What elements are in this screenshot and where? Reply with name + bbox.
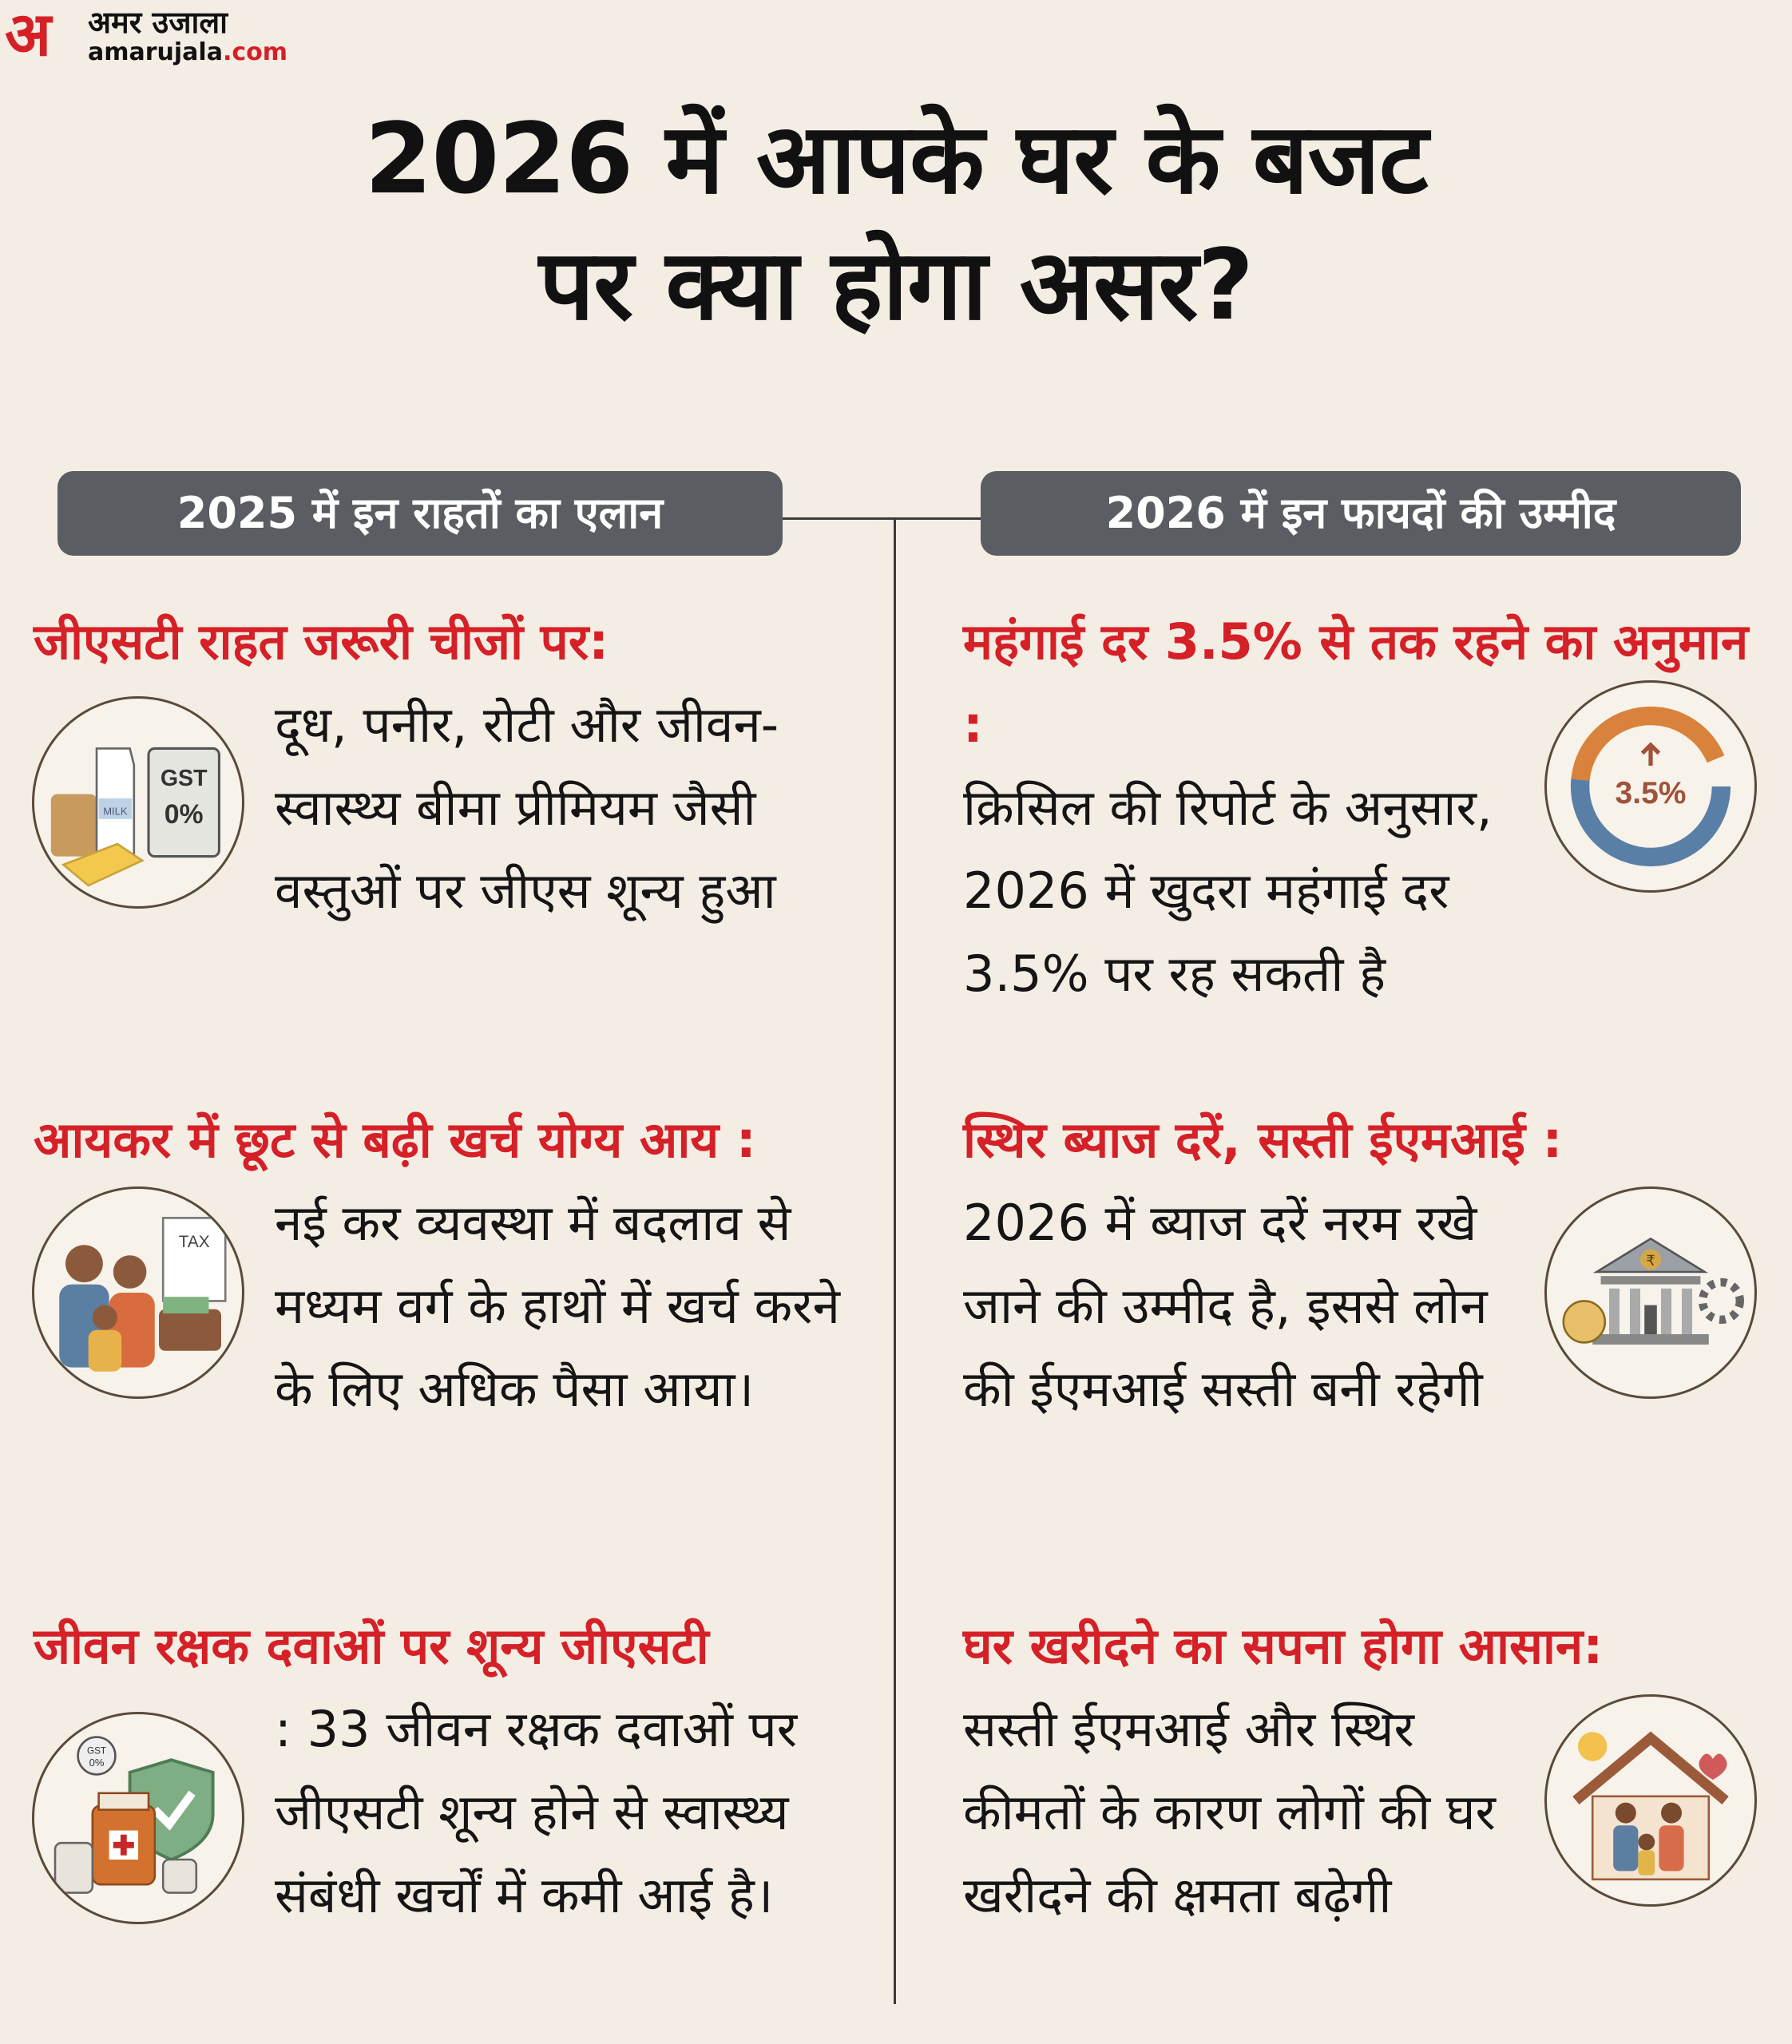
right-item-3-body: सस्ती ईएमआई और स्थिर कीमतों के कारण लोगों की घर खरीदने की क्षमता बढ़ेगी	[963, 1700, 1496, 1924]
right-item-2	[963, 1099, 1770, 1431]
svg-text:GST: GST	[86, 1745, 107, 1757]
svg-text:3.5%: 3.5%	[1615, 775, 1687, 810]
right-item-3-head: घर खरीदने का सपना होगा आसान:	[963, 1617, 1604, 1675]
left-item-1	[34, 600, 848, 933]
left-item-3	[34, 1605, 864, 1937]
logo-name: अमर उजाला	[88, 5, 228, 40]
svg-text:0%: 0%	[164, 799, 204, 830]
page-title	[0, 96, 1792, 348]
brand-logo[interactable]	[5, 0, 288, 69]
svg-text:GST: GST	[160, 766, 208, 792]
svg-text:0%: 0%	[89, 1757, 105, 1769]
right-item-1-head: महंगाई दर 3.5% से तक रहने का अनुमान :	[963, 612, 1749, 754]
right-item-1	[963, 600, 1762, 1016]
left-item-1-body: दूध, पनीर, रोटी और जीवन-स्वास्थ्य बीमा प्रीमियम जैसी वस्तुओं पर जीएस शून्य हुआ	[275, 695, 779, 920]
svg-text:MILK: MILK	[103, 805, 128, 818]
left-column-header: 2025 में इन राहतों का एलान	[57, 471, 783, 556]
left-item-2	[34, 1099, 872, 1431]
header-connector	[783, 517, 990, 520]
right-item-3	[963, 1605, 1770, 1937]
svg-text:TAX: TAX	[178, 1232, 210, 1251]
logo-site: amarujala.com	[88, 38, 288, 66]
left-item-3-body: : 33 जीवन रक्षक दवाओं पर जीएसटी शून्य होने से स्वास्थ्य संबंधी खर्चों में कमी आई है।	[275, 1700, 798, 1924]
svg-text:₹: ₹	[1646, 1253, 1655, 1270]
title-line-2: पर क्या होगा असर?	[538, 228, 1254, 342]
left-item-2-head: आयकर में छूट से बढ़ी खर्च योग्य आय :	[34, 1111, 756, 1169]
left-item-1-head: जीएसटी राहत जरूरी चीजों पर:	[34, 612, 609, 671]
right-item-1-body: क्रिसिल की रिपोर्ट के अनुसार, 2026 में खुदरा महंगाई दर 3.5% पर रह सकती है	[963, 778, 1493, 1003]
right-column-header: 2026 में इन फायदों की उम्मीद	[981, 471, 1741, 556]
title-line-1: 2026 में आपके घर के बजट	[364, 102, 1428, 216]
right-item-2-head: स्थिर ब्याज दरें, सस्ती ईएमआई :	[963, 1111, 1563, 1169]
left-item-3-head: जीवन रक्षक दवाओं पर शून्य जीएसटी	[34, 1617, 709, 1675]
logo-mark: अ	[5, 0, 52, 69]
left-item-2-body: नई कर व्यवस्था में बदलाव से मध्यम वर्ग के हाथों में खर्च करने के लिए अधिक पैसा आया।	[275, 1194, 840, 1418]
right-item-2-body: 2026 में ब्याज दरें नरम रखे जाने की उम्मीद है, इससे लोन की ईएमआई सस्ती बनी रहेगी	[963, 1194, 1488, 1418]
column-divider	[894, 519, 896, 2004]
